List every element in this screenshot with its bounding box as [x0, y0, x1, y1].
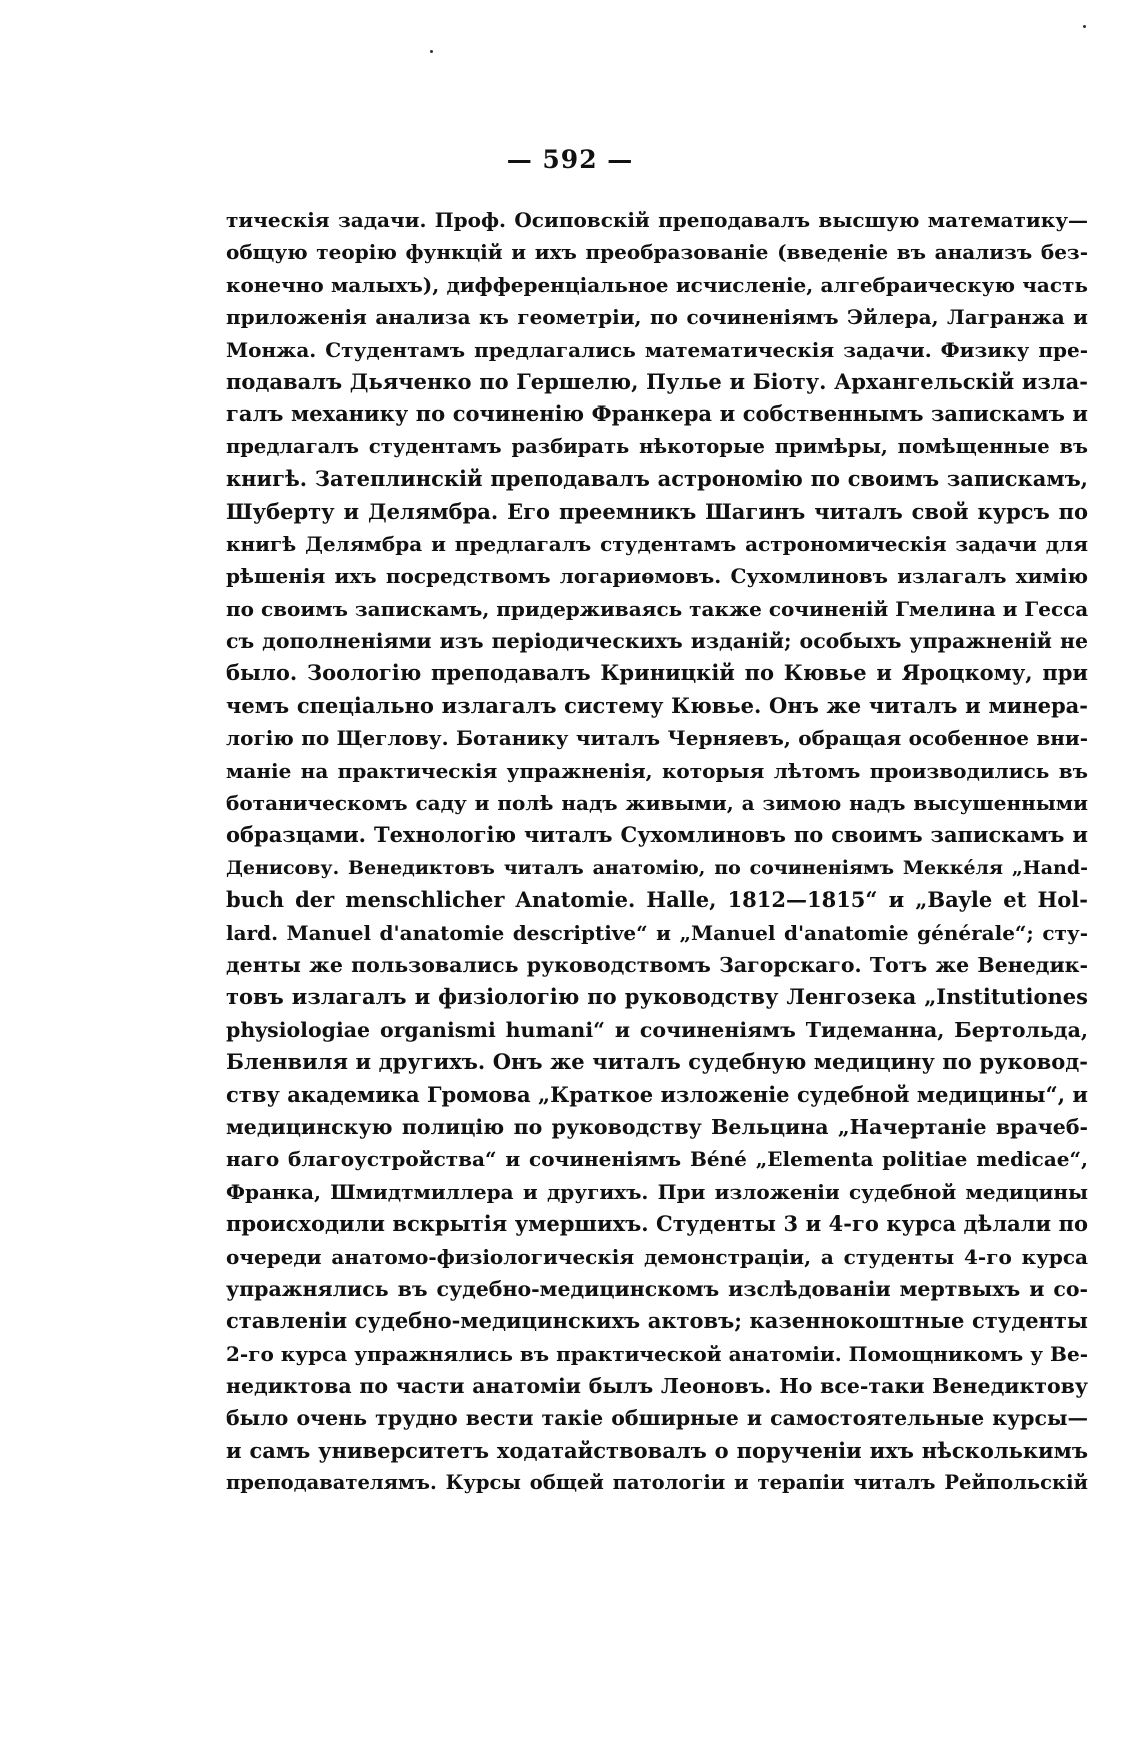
text-line: приложенія анализа къ геометріи, по сочиненіямъ Эйлера, Лагранжа и	[226, 305, 1088, 330]
text-line: маніе на практическія упражненія, которыя лѣтомъ производились въ	[226, 758, 1088, 783]
text-line: ставленіи судебно-медицинскихъ актовъ; казеннокоштные студенты	[226, 1308, 1088, 1334]
text-line: рѣшенія ихъ посредствомъ логариѳмовъ. Сухомлиновъ излагалъ химію	[226, 564, 1088, 589]
page-number: — 592 —	[506, 145, 634, 174]
text-line: buch der menschlicher Anatomie. Halle, 1812—1815“ и „Bayle et Hol-	[226, 887, 1088, 913]
text-line: ству академика Громова „Краткое изложеніе судебной медицины“, и	[226, 1081, 1088, 1107]
text-line: галъ механику по сочиненію Франкера и собственнымъ запискамъ и	[226, 401, 1088, 427]
ink-speck	[1083, 25, 1086, 28]
text-line: происходили вскрытія умершихъ. Студенты 3 и 4-го курса дѣлали по	[226, 1211, 1088, 1237]
text-line: 2-го курса упражнялись въ практической анатоміи. Помощникомъ у Ве-	[226, 1341, 1088, 1366]
text-line: и самъ университетъ ходатайствовалъ о порученіи ихъ нѣсколькимъ	[226, 1437, 1088, 1463]
text-line: было. Зоологію преподавалъ Криницкій по Кювье и Яроцкому, при	[226, 660, 1088, 686]
text-line: предлагалъ студентамъ разбирать нѣкоторые примѣры, помѣщенные въ	[226, 434, 1088, 458]
text-line: Монжа. Студентамъ предлагались математическія задачи. Физику пре-	[226, 337, 1088, 362]
text-line: очереди анатомо-физіологическія демонстраціи, а студенты 4-го курса	[226, 1244, 1088, 1269]
text-line: логію по Щеглову. Ботанику читалъ Черняевъ, обращая особенное вни-	[226, 726, 1088, 751]
text-line: чемъ спеціально излагалъ систему Кювье. Онъ же читалъ и минера-	[226, 692, 1088, 718]
text-line: lard. Manuel d'anatomie descriptive“ и „Manuel d'anatomie générale“; сту-	[226, 920, 1088, 945]
text-line: Бленвиля и другихъ. Онъ же читалъ судебную медицину по руковод-	[226, 1049, 1088, 1075]
text-line: образцами. Технологію читалъ Сухомлиновъ по своимъ запискамъ и	[226, 822, 1088, 848]
text-line: недиктова по части анатоміи былъ Леоновъ. Но все-таки Венедиктову	[226, 1374, 1088, 1399]
text-line: наго благоустройства“ и сочиненіямъ Béné „Elementa politiae medicae“,	[226, 1147, 1088, 1172]
text-line: книгѣ. Затеплинскій преподавалъ астрономію по своимъ запискамъ,	[226, 466, 1088, 492]
text-line: ботаническомъ саду и полѣ надъ живыми, а зимою надъ высушенными	[226, 791, 1088, 816]
text-line: Шуберту и Делямбра. Его преемникъ Шагинъ читалъ свой курсъ по	[226, 498, 1088, 524]
text-line: конечно малыхъ), дифференціальное исчисленіе, алгебраическую часть	[226, 272, 1088, 297]
ink-speck	[430, 50, 433, 53]
text-line: Франка, Шмидтмиллера и другихъ. При изложеніи судебной медицины	[226, 1179, 1088, 1204]
text-line: съ дополненіями изъ періодическихъ изданій; особыхъ упражненій не	[226, 629, 1088, 654]
text-line: упражнялись въ судебно-медицинскомъ изслѣдованіи мертвыхъ и со-	[226, 1276, 1088, 1301]
text-line: по своимъ запискамъ, придерживаясь также сочиненій Гмелина и Гесса	[226, 596, 1088, 621]
text-line: было очень трудно вести такіе обширные и самостоятельные курсы—	[226, 1406, 1088, 1431]
text-line: общую теорію функцій и ихъ преобразованіе (введеніе въ анализъ без-	[226, 240, 1088, 265]
text-line: медицинскую полицію по руководству Вельцина „Начертаніе врачеб-	[226, 1114, 1088, 1139]
text-line: physiologiae organismi humani“ и сочиненіямъ Тидеманна, Бертольда,	[226, 1017, 1088, 1042]
body-text	[226, 204, 1088, 1500]
text-line: преподавателямъ. Курсы общей патологіи и терапіи читалъ Рейпольскій	[226, 1471, 1088, 1495]
text-line: подавалъ Дьяченко по Гершелю, Пулье и Біоту. Архангельскій изла-	[226, 368, 1088, 394]
text-line: книгѣ Делямбра и предлагалъ студентамъ астрономическія задачи для	[226, 531, 1088, 556]
text-line: денты же пользовались руководствомъ Загорскаго. Тотъ же Венедик-	[226, 952, 1088, 977]
text-line: тическія задачи. Проф. Осиповскій преподавалъ высшую математику—	[226, 208, 1088, 232]
text-line: Денисову. Венедиктовъ читалъ анатомію, по сочиненіямъ Мекке́ля „Hand-	[226, 856, 1088, 879]
text-line: товъ излагалъ и физіологію по руководству Ленгозека „Institutiones	[226, 984, 1088, 1010]
